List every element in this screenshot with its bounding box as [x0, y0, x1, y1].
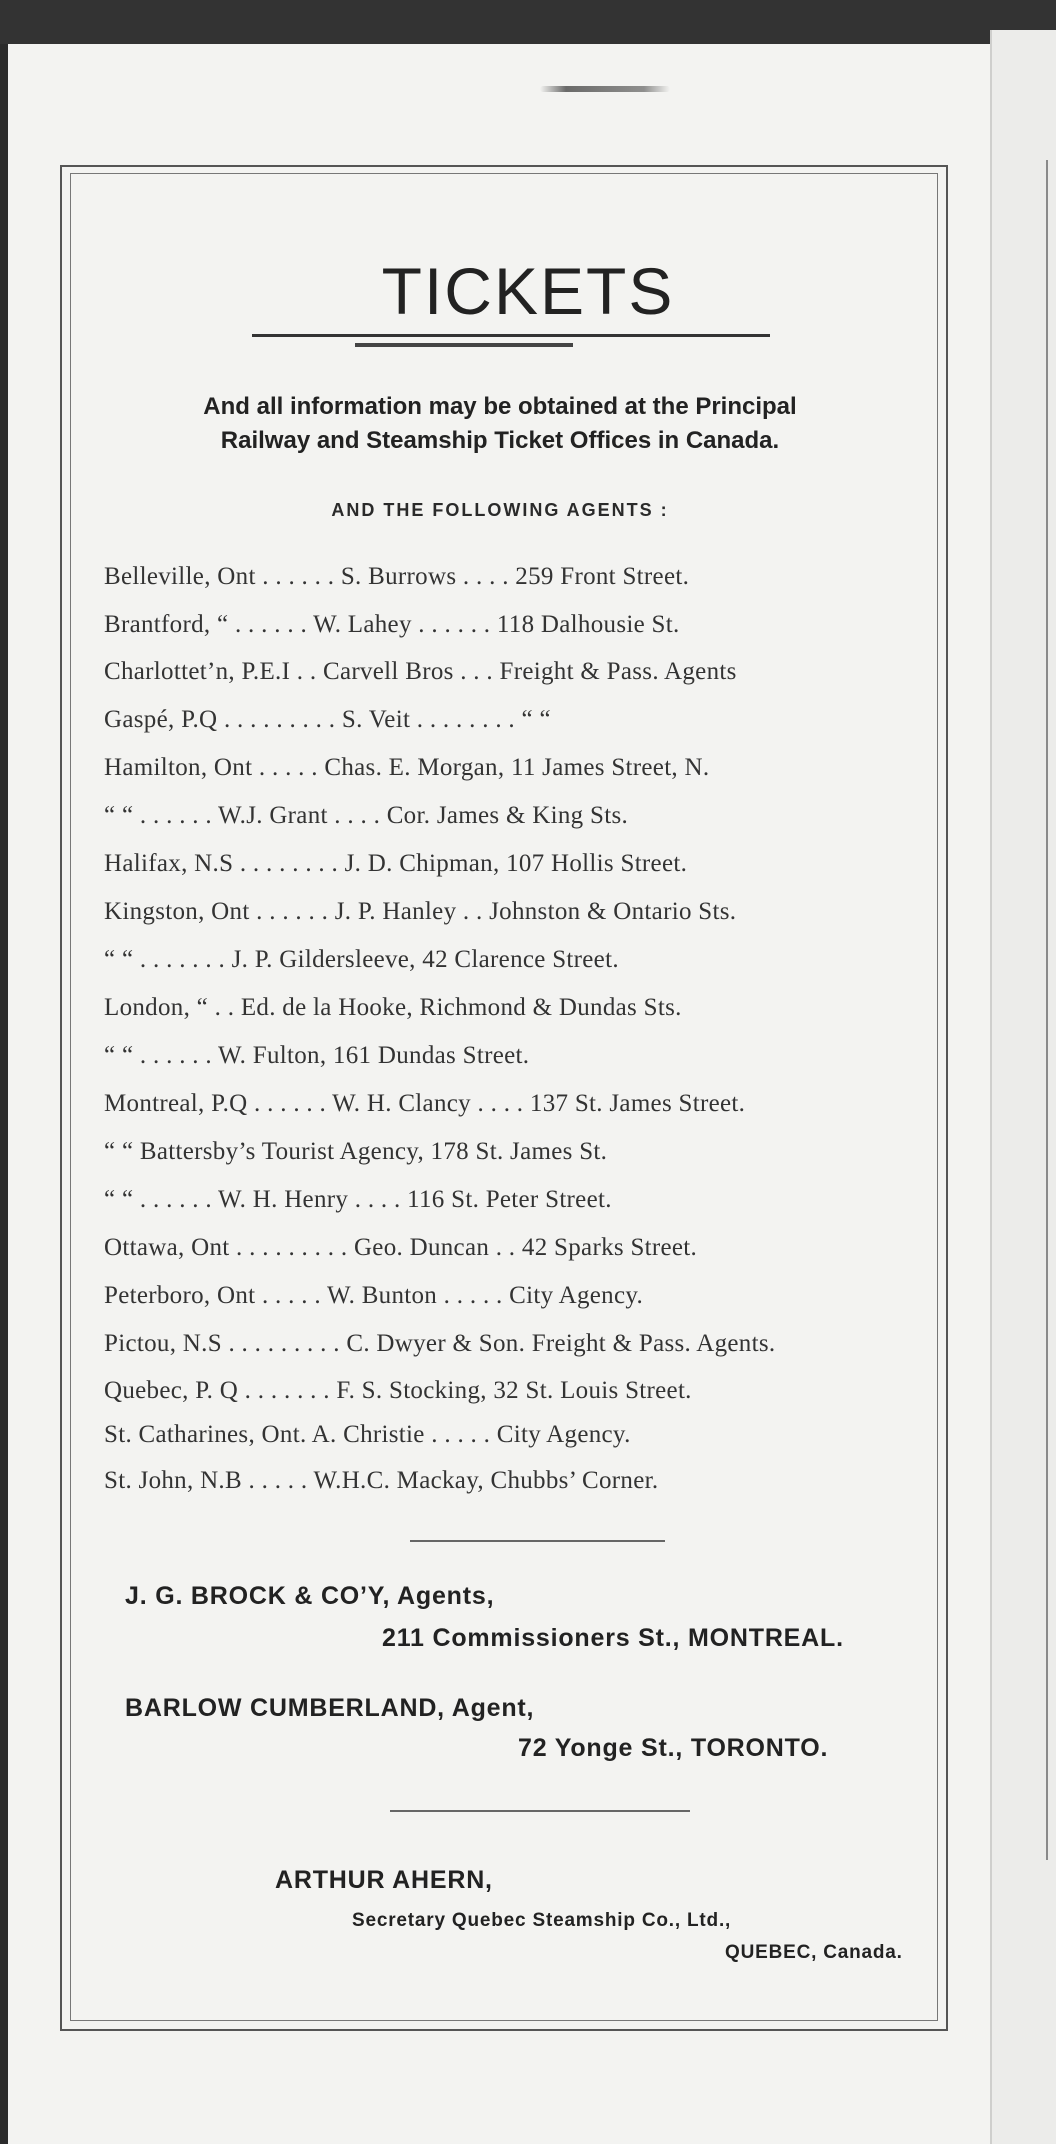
ahern-role: Secretary Quebec Steamship Co., Ltd., — [352, 1910, 732, 1931]
agent-row: Montreal, P.Q . . . . . . W. H. Clancy . . . . 137 St. James Street. — [104, 1090, 746, 1117]
agent-row: Kingston, Ont . . . . . . J. P. Hanley . . Johnston & Ontario Sts. — [104, 898, 737, 925]
agent-row: Brantford, “ . . . . . . W. Lahey . . . . . . 118 Dalhousie St. — [104, 611, 680, 638]
page-title: TICKETS — [381, 254, 675, 328]
agent-row: Pictou, N.S . . . . . . . . . C. Dwyer & Son. Freight & Pass. Agents. — [104, 1330, 776, 1357]
brock-name: J. G. BROCK & CO’Y, Agents, — [125, 1582, 495, 1610]
section-divider — [410, 1540, 665, 1542]
agent-row: London, “ . . Ed. de la Hooke, Richmond & Dundas Sts. — [104, 994, 682, 1021]
agents-heading: AND THE FOLLOWING AGENTS : — [331, 500, 669, 520]
intro-text — [100, 390, 900, 458]
intro-line-2: Railway and Steamship Ticket Offices in Canada. — [220, 427, 780, 454]
agent-row: Halifax, N.S . . . . . . . . J. D. Chipman, 107 Hollis Street. — [104, 850, 688, 877]
agent-row: “ “ . . . . . . . J. P. Gildersleeve, 42 Clarence Street. — [104, 946, 619, 973]
ink-smudge — [540, 86, 670, 92]
ahern-name: ARTHUR AHERN, — [275, 1866, 493, 1894]
agent-row: St. Catharines, Ont. A. Christie . . . . . City Agency. — [104, 1421, 631, 1448]
agent-row: Charlottet’n, P.E.I . . Carvell Bros . . . Freight & Pass. Agents — [104, 658, 737, 685]
agent-row: Gaspé, P.Q . . . . . . . . . S. Veit . . . . . . . . “ “ — [104, 706, 551, 733]
agent-row: “ “ . . . . . . W.J. Grant . . . . Cor. James & King Sts. — [104, 802, 629, 829]
agent-row: Ottawa, Ont . . . . . . . . . Geo. Duncan . . 42 Sparks Street. — [104, 1234, 698, 1261]
cumberland-address: 72 Yonge St., TORONTO. — [518, 1734, 829, 1762]
agent-row: Quebec, P. Q . . . . . . . F. S. Stocking, 32 St. Louis Street. — [104, 1377, 692, 1404]
agent-row: “ “ Battersby’s Tourist Agency, 178 St. James St. — [104, 1138, 608, 1165]
agent-row: “ “ . . . . . . W. Fulton, 161 Dundas Street. — [104, 1042, 530, 1069]
section-divider — [390, 1810, 690, 1812]
brock-address: 211 Commissioners St., MONTREAL. — [382, 1624, 844, 1652]
agent-row: Hamilton, Ont . . . . . Chas. E. Morgan, 11 James Street, N. — [104, 754, 710, 781]
adjacent-page-border — [1046, 160, 1056, 1860]
intro-line-1: And all information may be obtained at the Principal — [203, 393, 797, 420]
agent-row: St. John, N.B . . . . . W.H.C. Mackay, Chubbs’ Corner. — [104, 1467, 659, 1494]
agent-row: Peterboro, Ont . . . . . W. Bunton . . . . . City Agency. — [104, 1282, 644, 1309]
title-underline — [252, 334, 770, 337]
title-underline-short — [355, 343, 573, 347]
agent-row: “ “ . . . . . . W. H. Henry . . . . 116 St. Peter Street. — [104, 1186, 612, 1213]
scan-top-edge — [0, 0, 1056, 44]
cumberland-name: BARLOW CUMBERLAND, Agent, — [125, 1694, 535, 1722]
ahern-place: QUEBEC, Canada. — [725, 1942, 903, 1963]
agent-row: Belleville, Ont . . . . . . S. Burrows . . . . 259 Front Street. — [104, 563, 690, 590]
